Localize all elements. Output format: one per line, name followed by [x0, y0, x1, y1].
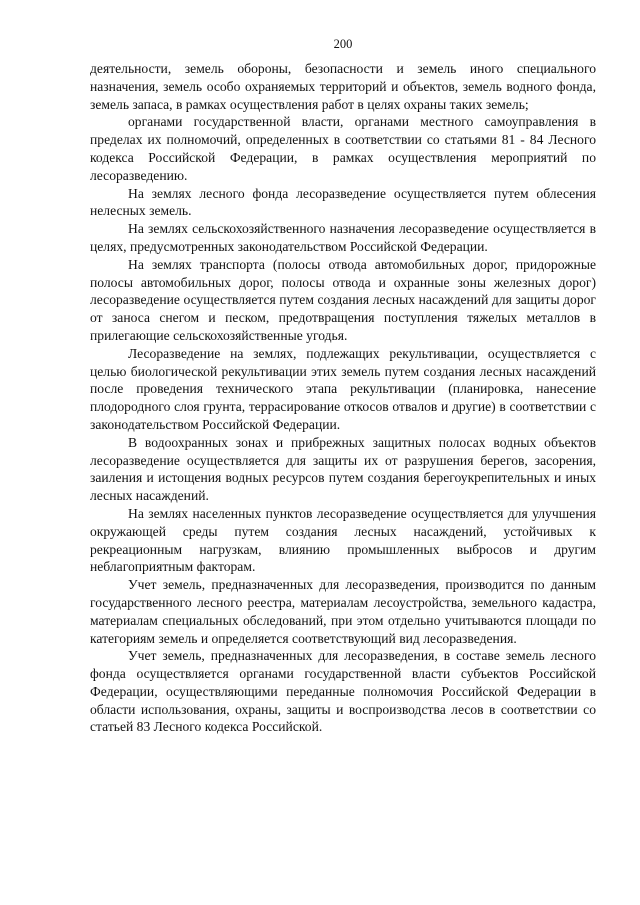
paragraph-transport-lands: На землях транспорта (полосы отвода автомобильных дорог, придорожные полосы автомобильных дорог, полосы отвода и охранные зоны железных дорог) лесоразведение осуществляется путем создания лесных насаждений для защиты дорог от заноса снегом и песком, предотвращения поступления тяжелых металлов в прилегающие сельскохозяйственные угодья.	[90, 256, 596, 343]
document-body	[90, 60, 596, 736]
paragraph-agricultural-lands: На землях сельскохозяйственного назначения лесоразведение осуществляется в целях, предусмотренных законодательством Российской Федерации.	[90, 221, 596, 254]
paragraph-state-authorities: органами государственной власти, органами местного самоуправления в пределах их полномочий, определенных в соответствии со статьями 81 - 84 Лесного кодекса Российской Федерации, в рамках осуществления мероприятий по лесоразведению.	[90, 114, 596, 183]
paragraph-forest-fund-lands: На землях лесного фонда лесоразведение осуществляется путем облесения нелесных земель.	[90, 185, 596, 219]
paragraph-continued: деятельности, земель обороны, безопасности и земель иного специального назначения, земель особо охраняемых территорий и объектов, земель водного фонда, земель запаса, в рамках осуществления работ в целях охраны таких земель;	[90, 61, 596, 112]
paragraph-water-protection-zones: В водоохранных зонах и прибрежных защитных полосах водных объектов лесоразведение осуществляется для защиты их от разрушения берегов, засорения, заиления и истощения водных ресурсов путем создания берегоукрепительных и иных лесных насаждений.	[90, 434, 596, 504]
paragraph-forest-fund-accounting: Учет земель, предназначенных для лесоразведения, в составе земель лесного фонда осуществляется органами государственной власти субъектов Российской Федерации, осуществляющими переданные полномочия Российской Федерации в области использования, охраны, защиты и воспроизводства лесов в соответствии со статьей 83 Лесного кодекса Российской.	[90, 648, 596, 735]
paragraph-land-accounting: Учет земель, предназначенных для лесоразведения, производится по данным государственного лесного реестра, материалам лесоустройства, земельного кадастра, материалам специальных обследований, при этом отдельно учитываются площади по категориям земель и определяется соответствующий вид лесоразведения.	[90, 577, 596, 646]
document-page	[90, 36, 596, 736]
page-number: 200	[333, 37, 353, 51]
paragraph-settlement-lands: На землях населенных пунктов лесоразведение осуществляется для улучшения окружающей среды путем создания лесных насаждений, устойчивых к рекреационным нагрузкам, влиянию промышленных выбросов и другим неблагоприятным факторам.	[90, 505, 596, 575]
paragraph-recultivation-lands: Лесоразведение на землях, подлежащих рекультивации, осуществляется с целью биологической рекультивации этих земель путем создания лесных насаждений после проведения технического этапа рекультивации (планировка, нанесение плодородного слоя грунта, террасирование откосов отвалов и другие) в соответствии с законодательством Российской Федерации.	[90, 345, 596, 432]
